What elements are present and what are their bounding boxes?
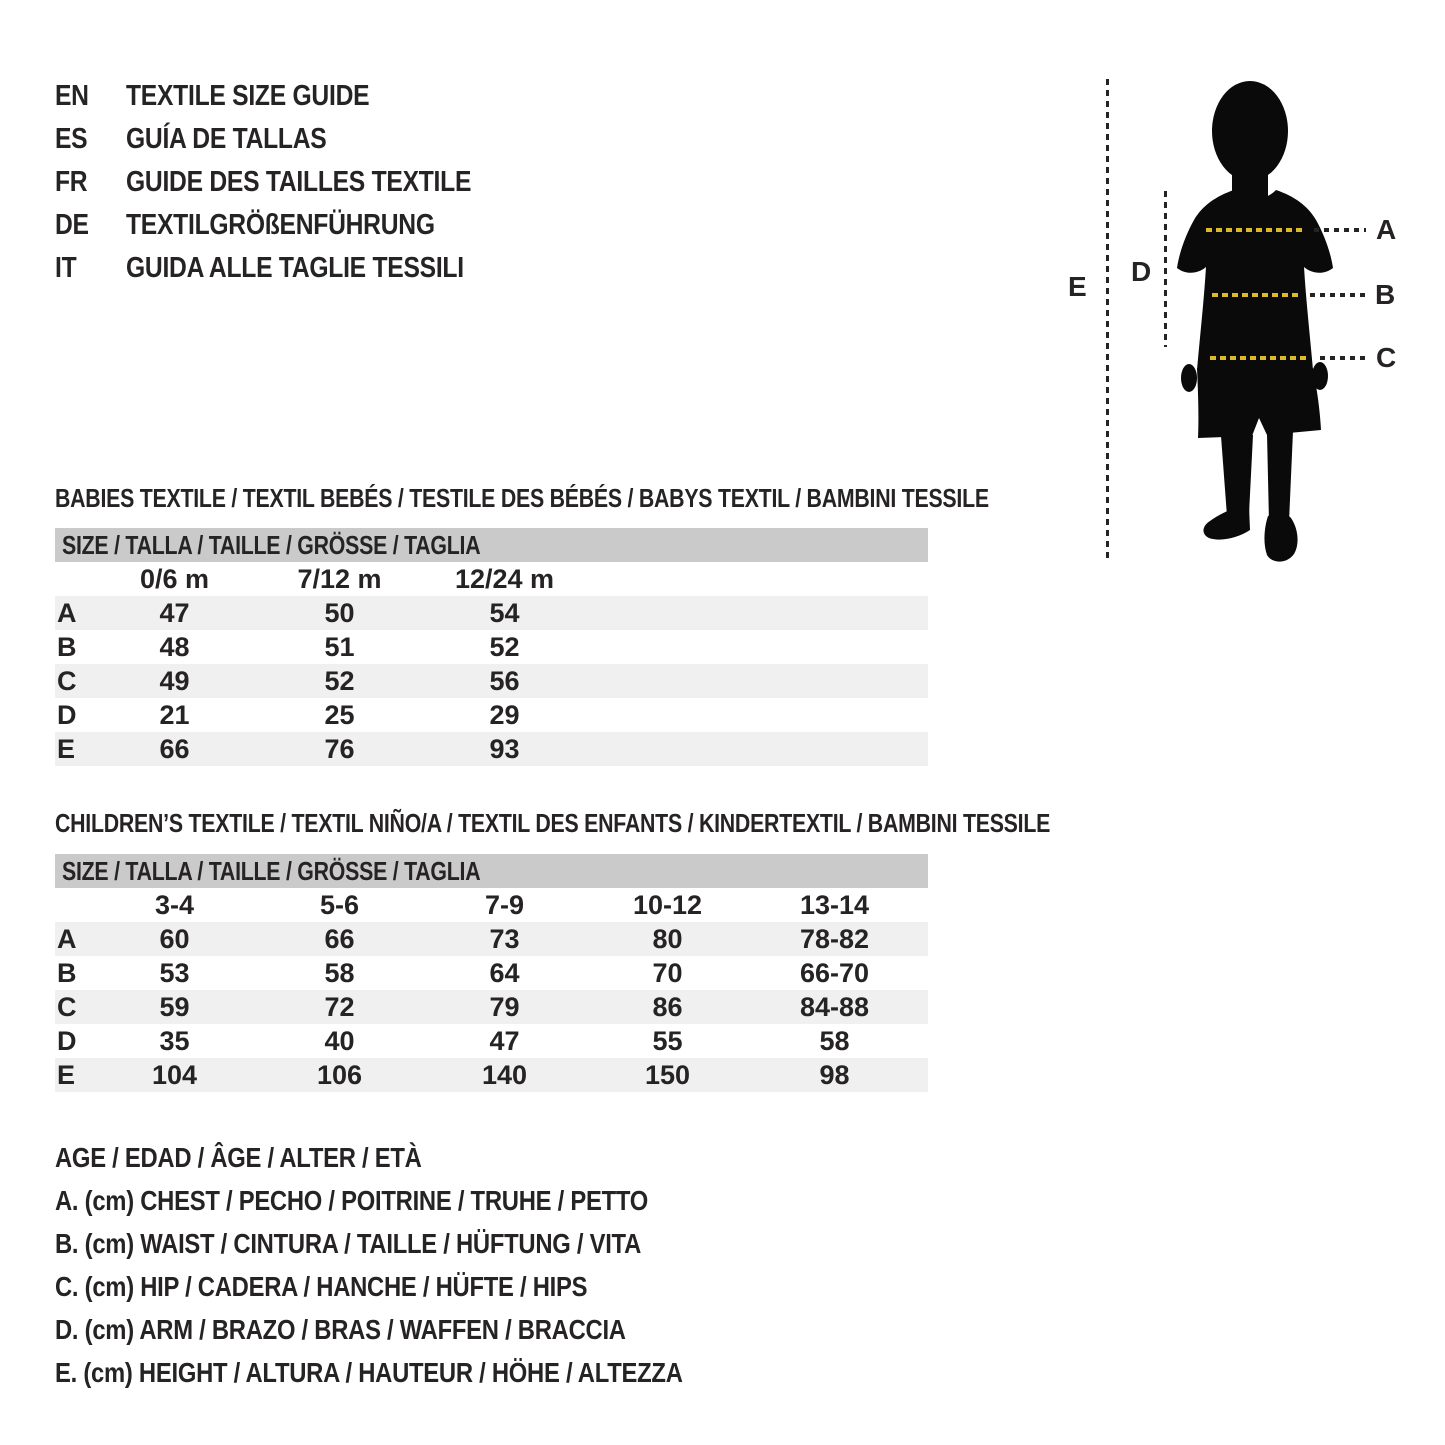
babies-table	[55, 528, 928, 766]
hip-label: C	[1376, 342, 1397, 373]
chest-line-yellow-dashes	[1206, 228, 1304, 232]
babies-section-title: BABIES TEXTILE / TEXTIL BEBÉS / TESTILE DES BÉBÉS / BABYS TEXTIL / BAMBINI TESSILE	[55, 483, 989, 513]
table-row: D 21 25 29	[57, 700, 520, 730]
table-row: B 53 58 64 70 66-70	[57, 958, 870, 988]
lang-code-es: ES	[55, 123, 88, 155]
waist-line	[1212, 293, 1366, 297]
hip-line-yellow-dashes	[1210, 356, 1310, 360]
table-row: B 48 51 52	[57, 632, 520, 662]
children-col-3: 10-12	[632, 890, 703, 920]
chest-line	[1206, 228, 1366, 232]
table-row: D 35 40 47 55 58	[57, 1026, 850, 1056]
children-col-2: 7-9	[484, 890, 525, 920]
hip-line-black-dashes	[1320, 356, 1370, 360]
lang-row-es	[55, 118, 532, 161]
table-row: C 59 72 79 86 84-88	[55, 990, 928, 1024]
legend-height-line: E. (cm) HEIGHT / ALTURA / HAUTEUR / HÖHE / ALTEZZA	[55, 1357, 683, 1388]
legend-waist-line: B. (cm) WAIST / CINTURA / TAILLE / HÜFTUNG / VITA	[55, 1228, 642, 1259]
children-table	[55, 854, 928, 1092]
lang-row-it	[55, 247, 532, 290]
table-row: C 49 52 56	[55, 664, 928, 698]
legend-age-line: AGE / EDAD / ÂGE / ALTER / ETÀ	[55, 1142, 422, 1173]
child-silhouette	[1172, 78, 1335, 578]
lang-row-fr	[55, 161, 532, 204]
babies-col-0: 0/6 m	[139, 564, 210, 594]
chest-label: A	[1376, 214, 1397, 245]
measurement-legend	[55, 1136, 793, 1394]
row-label: E	[57, 734, 76, 764]
row-label: A	[57, 924, 77, 954]
legend-arm-line: D. (cm) ARM / BRAZO / BRAS / WAFFEN / BRACCIA	[55, 1314, 626, 1345]
table-row: A 60 66 73 80 78-82	[55, 922, 928, 956]
lang-code-en: EN	[55, 80, 89, 112]
lang-code-fr: FR	[55, 166, 88, 198]
table-row: E 104 106 140 150 98	[55, 1058, 928, 1092]
table-row: A 47 50 54	[55, 596, 928, 630]
children-section-title: CHILDREN’S TEXTILE / TEXTIL NIÑO/A / TEXTIL DES ENFANTS / KINDERTEXTIL / BAMBINI TESSILE	[55, 808, 1051, 838]
row-label: C	[57, 666, 77, 696]
row-label: D	[57, 700, 77, 730]
waist-label: B	[1375, 279, 1396, 310]
chest-line-black-dashes	[1314, 228, 1366, 232]
legend-chest-line: A. (cm) CHEST / PECHO / POITRINE / TRUHE / PETTO	[55, 1185, 648, 1216]
babies-col-1: 7/12 m	[297, 564, 382, 594]
lang-row-de	[55, 204, 532, 247]
lang-title-es: GUÍA DE TALLAS	[126, 123, 327, 155]
waist-line-black-dashes	[1310, 293, 1366, 297]
row-label: E	[57, 1060, 76, 1090]
table-row: E 66 76 93	[55, 732, 928, 766]
babies-col-2: 12/24 m	[454, 564, 555, 594]
lang-title-it: GUIDA ALLE TAGLIE TESSILI	[126, 252, 464, 284]
height-label: E	[1068, 271, 1087, 302]
lang-code-de: DE	[55, 209, 89, 241]
language-title-block	[55, 75, 532, 290]
children-column-header-row	[55, 888, 928, 922]
babies-column-header-row	[55, 562, 928, 596]
waist-line-yellow-dashes	[1212, 293, 1300, 297]
row-label: D	[57, 1026, 77, 1056]
lang-title-en: TEXTILE SIZE GUIDE	[126, 80, 370, 112]
babies-size-header: SIZE / TALLA / TAILLE / GRÖSSE / TAGLIA	[55, 528, 928, 562]
legend-hip-line: C. (cm) HIP / CADERA / HANCHE / HÜFTE / HIPS	[55, 1271, 588, 1302]
row-label: B	[57, 958, 77, 988]
lang-row-en	[55, 75, 532, 118]
children-col-4: 13-14	[799, 890, 870, 920]
hip-line	[1210, 356, 1370, 360]
row-label: C	[57, 992, 77, 1022]
arm-label: D	[1131, 256, 1152, 287]
children-size-header: SIZE / TALLA / TAILLE / GRÖSSE / TAGLIA	[55, 854, 928, 888]
lang-code-it: IT	[55, 252, 77, 284]
lang-title-de: TEXTILGRÖßENFÜHRUNG	[126, 209, 435, 241]
children-col-1: 5-6	[319, 890, 360, 920]
children-col-0: 3-4	[154, 890, 195, 920]
row-label: B	[57, 632, 77, 662]
row-label: A	[57, 598, 77, 628]
lang-title-fr: GUIDE DES TAILLES TEXTILE	[126, 166, 472, 198]
arm-measure-line	[1164, 191, 1167, 347]
